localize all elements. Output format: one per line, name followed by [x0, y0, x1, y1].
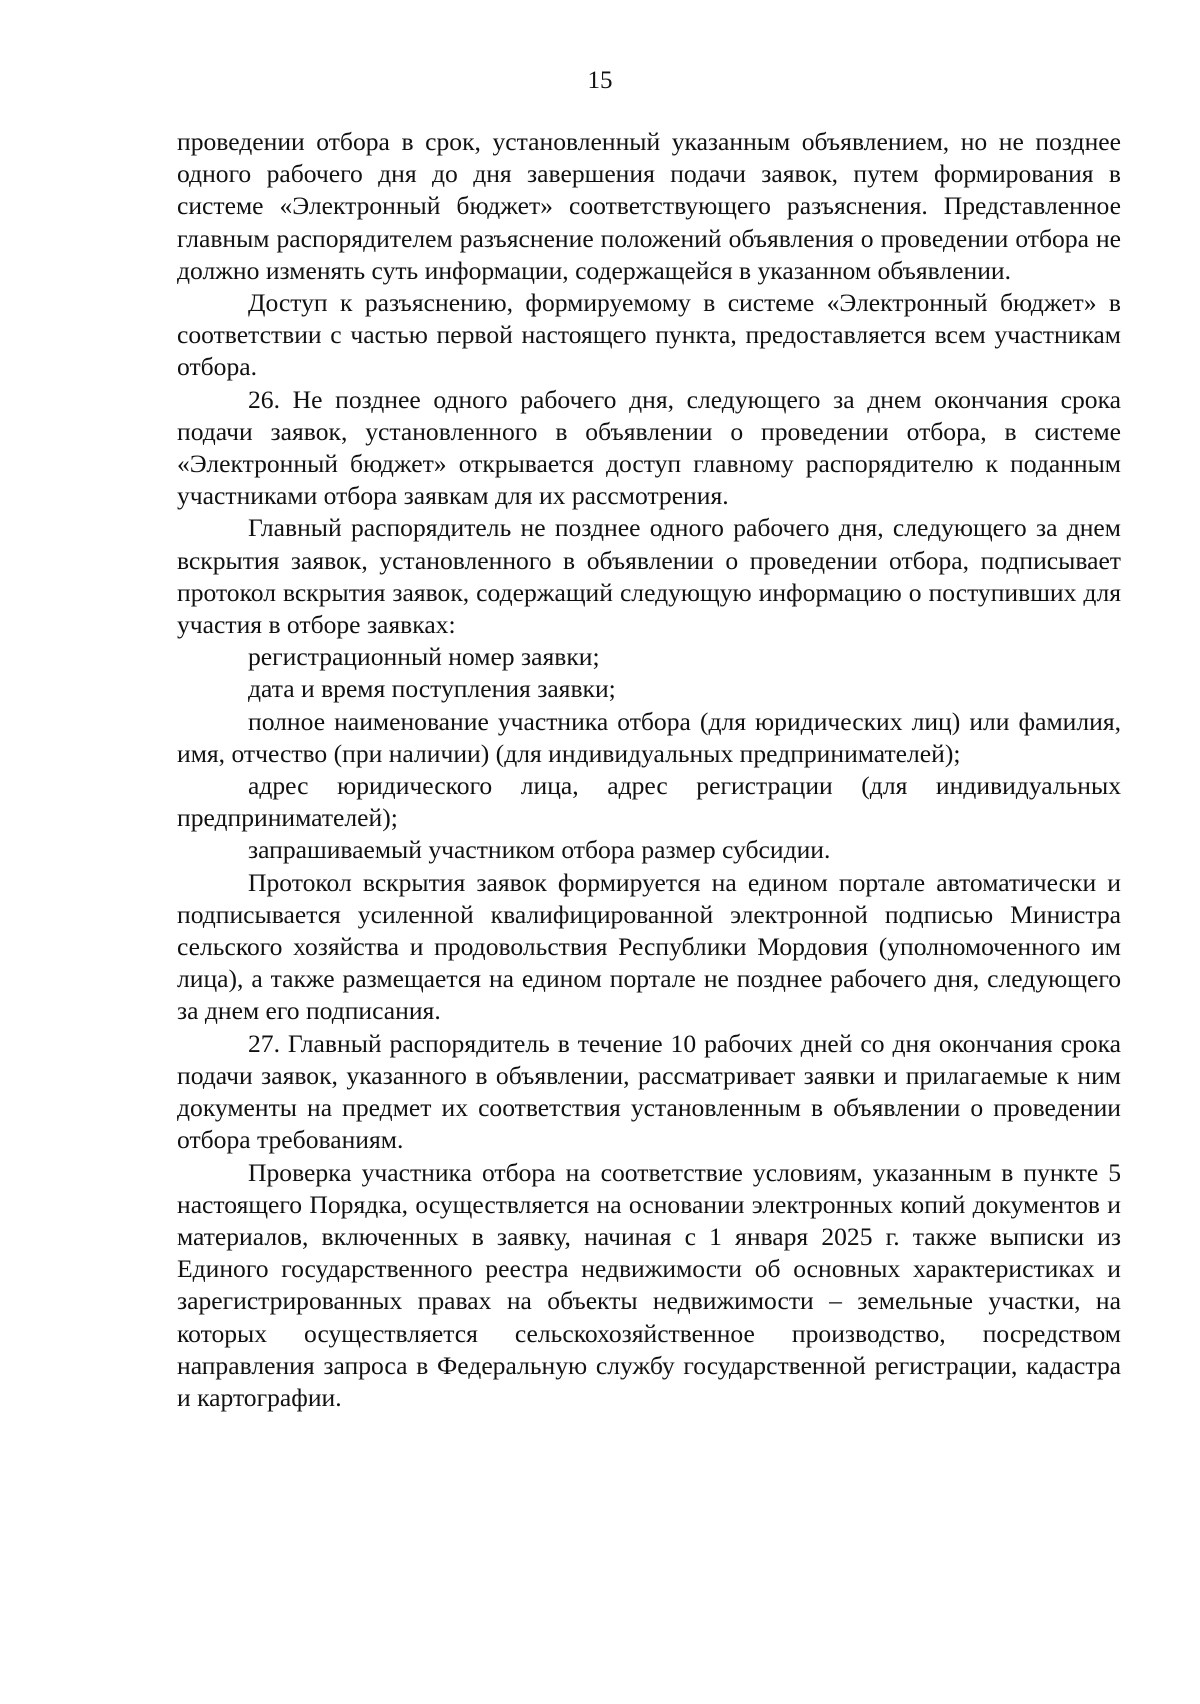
paragraph-clarification-access: Доступ к разъяснению, формируемому в системе «Электронный бюджет» в соответствии с частью первой настоящего пункта, предоставляется всем участникам отбора.: [177, 288, 1121, 382]
list-item-registration-number: регистрационный номер заявки;: [248, 642, 600, 672]
paragraph-item-27: 27. Главный распорядитель в течение 10 рабочих дней со дня окончания срока подачи заявок, указанного в объявлении, рассматривает заявки и прилагаемые к ним документы на предмет их соответствия установленным в объявлении о проведении отбора требованиям.: [177, 1028, 1121, 1155]
document-body: [177, 126, 1121, 1414]
paragraph-clarification-continued: проведении отбора в срок, установленный указанным объявлением, но не позднее одного рабочего дня до дня завершения подачи заявок, путем формирования в системе «Электронный бюджет» соответствующего разъяснения. Представленное главным распорядителем разъяснение положений объявления о проведении отбора не должно изменять суть информации, содержащейся в указанном объявлении.: [177, 127, 1121, 285]
list-item-address: адрес юридического лица, адрес регистрации (для индивидуальных предпринимателей);: [177, 771, 1121, 833]
list-item-participant-name: полное наименование участника отбора (для юридических лиц) или фамилия, имя, отчество (при наличии) (для индивидуальных предпринимателей);: [177, 706, 1121, 768]
paragraph-protocol-signing: Протокол вскрытия заявок формируется на едином портале автоматически и подписывается усиленной квалифицированной электронной подписью Министра сельского хозяйства и продовольствия Республики Мордовия (уполномоченного им лица), а также размещается на едином портале не позднее рабочего дня, следующего за днем его подписания.: [177, 867, 1121, 1026]
paragraph-participant-check: Проверка участника отбора на соответствие условиям, указанным в пункте 5 настоящего Порядка, осуществляется на основании электронных копий документов и материалов, включенных в заявку, начиная с 1 января 2025 г. также выписки из Единого государственного реестра недвижимости об основных характеристиках и зарегистрированных правах на объекты недвижимости – земельные участки, на которых осуществляется сельскохозяйственное производство, посредством направления запроса в Федеральную службу государственной регистрации, кадастра и картографии.: [177, 1157, 1121, 1412]
paragraph-item-26: 26. Не позднее одного рабочего дня, следующего за днем окончания срока подачи заявок, установленного в объявлении о проведении отбора, в системе «Электронный бюджет» открывается доступ главному распорядителю к поданным участниками отбора заявкам для их рассмотрения.: [177, 384, 1121, 511]
list-item-subsidy-amount: запрашиваемый участником отбора размер субсидии.: [248, 835, 831, 865]
paragraph-opening-protocol: Главный распорядитель не позднее одного рабочего дня, следующего за днем вскрытия заявок, установленного в объявлении о проведении отбора, подписывает протокол вскрытия заявок, содержащий следующую информацию о поступивших для участия в отборе заявках:: [177, 513, 1121, 640]
page-number: 15: [587, 67, 613, 94]
list-item-date-time: дата и время поступления заявки;: [248, 674, 616, 704]
